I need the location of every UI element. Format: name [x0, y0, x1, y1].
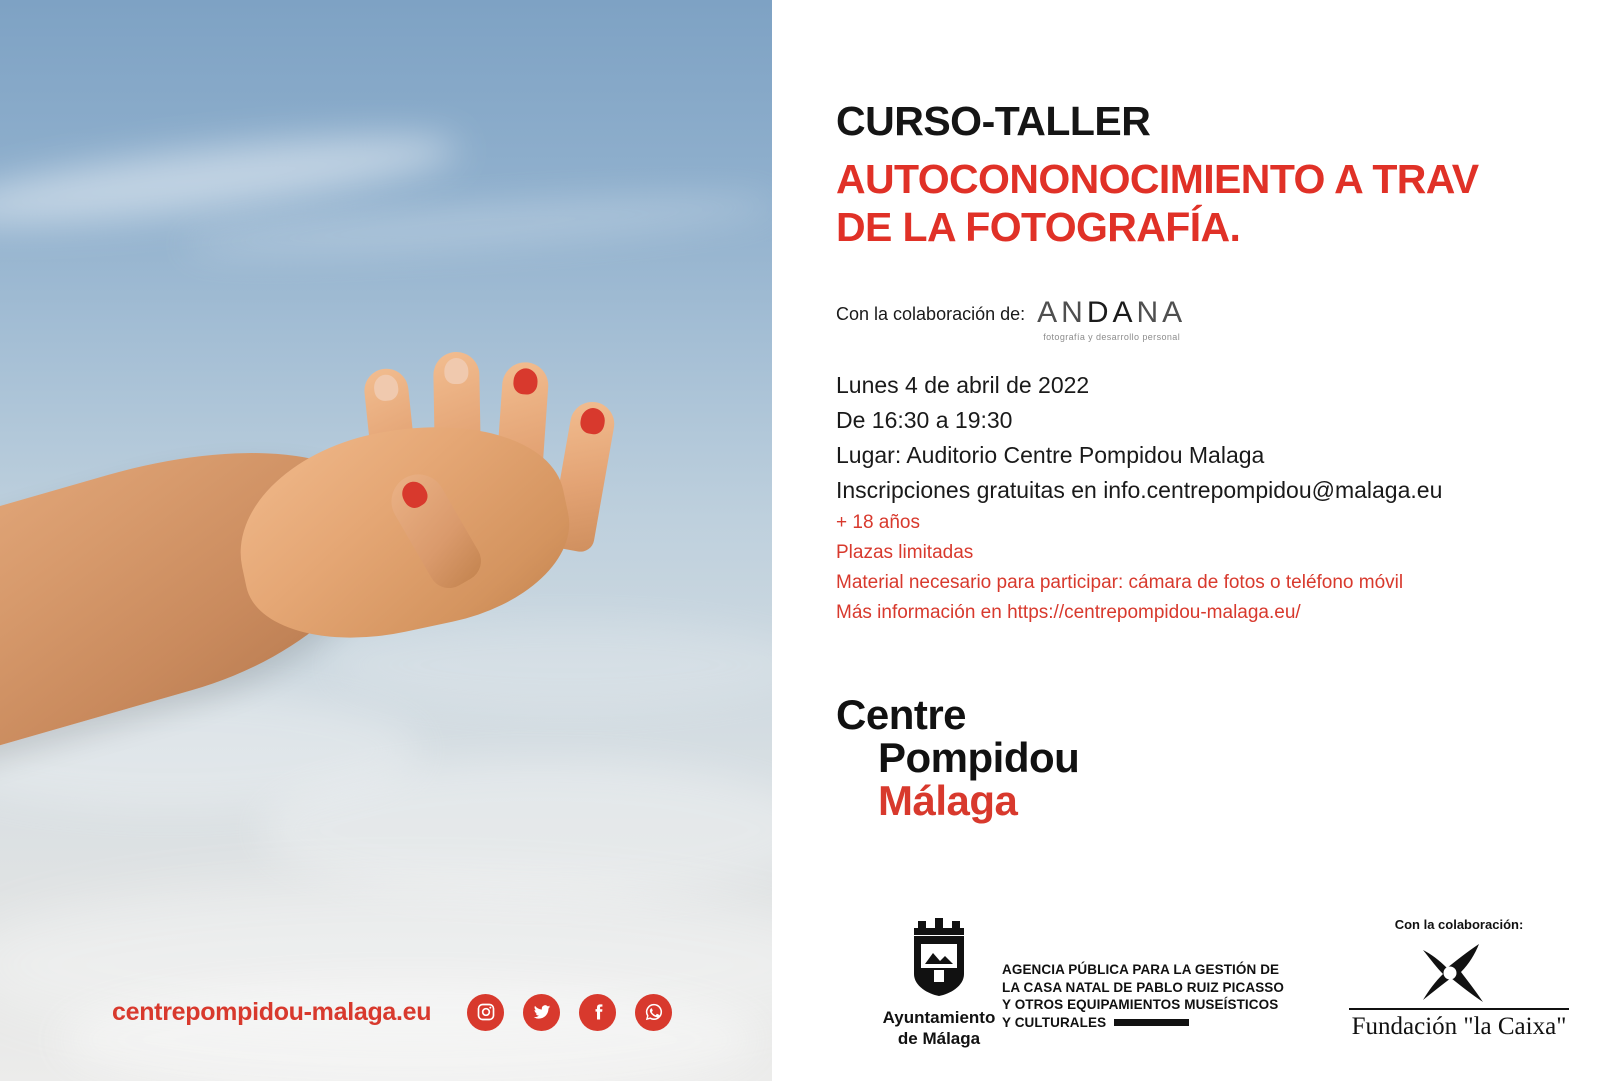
- logo-line-malaga: Málaga: [878, 776, 1018, 824]
- agencia-logo: [1002, 961, 1302, 1031]
- collaboration-label: Con la colaboración de:: [836, 304, 1026, 324]
- agencia-line-4: Y CULTURALES: [1002, 1014, 1107, 1030]
- agencia-line-1: AGENCIA PÚBLICA PARA LA GESTIÓN DE: [1002, 962, 1280, 977]
- logo-line-centre: Centre: [836, 691, 967, 738]
- note-capacity: Plazas limitadas: [836, 542, 974, 563]
- note-age: + 18 años: [836, 512, 920, 533]
- note-material: Material necesario para participar: cámara de fotos o teléfono móvil: [836, 572, 1404, 593]
- ayuntamiento-line-1: Ayuntamiento: [882, 1008, 996, 1027]
- shield-icon: [908, 918, 970, 996]
- detail-date: Lunes 4 de abril de 2022: [836, 372, 1090, 398]
- facebook-icon[interactable]: [579, 994, 616, 1031]
- agencia-line-3: Y OTROS EQUIPAMIENTOS MUSEÍSTICOS: [1002, 997, 1279, 1012]
- headline-line-1: AUTOCONONOCIMIENTO A TRAV: [836, 156, 1479, 202]
- website-link[interactable]: centrepompidou-malaga.eu: [112, 997, 432, 1026]
- social-links: [467, 994, 672, 1031]
- sponsor-logos: [772, 865, 1621, 1055]
- agencia-rule: [1114, 1019, 1189, 1026]
- andana-part-3: NA: [1136, 296, 1187, 329]
- logo-line-pompidou: Pompidou: [878, 733, 1080, 781]
- poster-kicker: CURSO-TALLER: [836, 98, 1151, 144]
- detail-place: Lugar: Auditorio Centre Pompidou Malaga: [836, 442, 1265, 468]
- andana-logo: [1037, 296, 1186, 342]
- poster-headline: [836, 155, 1621, 251]
- agencia-line-4-wrap: [1002, 1014, 1302, 1032]
- agencia-line-2: LA CASA NATAL DE PABLO RUIZ PICASSO: [1002, 979, 1285, 995]
- twitter-icon[interactable]: [523, 994, 560, 1031]
- detail-registration: Inscripciones gratuitas en info.centrepompidou@malaga.eu: [836, 477, 1443, 503]
- fingernail: [579, 406, 607, 436]
- fingernail: [398, 477, 432, 512]
- poster-content: [772, 0, 1621, 1081]
- fingernail: [513, 368, 539, 396]
- collaboration-row: [836, 296, 1186, 342]
- poster-photo: [0, 0, 772, 1081]
- event-details: [836, 368, 1596, 508]
- caixa-star-icon: [1417, 942, 1501, 1004]
- fingernail: [373, 374, 400, 402]
- headline-line-2: DE LA FOTOGRAFÍA.: [836, 204, 1241, 250]
- fingernail: [444, 358, 468, 384]
- cloud-shape: [260, 760, 772, 900]
- caixa-name: Fundación "la Caixa": [1349, 1008, 1569, 1041]
- andana-part-2: DA: [1086, 296, 1137, 329]
- ayuntamiento-line-2: de Málaga: [897, 1029, 981, 1048]
- photo-footer: [0, 987, 772, 1037]
- whatsapp-icon[interactable]: [635, 994, 672, 1031]
- detail-time: De 16:30 a 19:30: [836, 407, 1013, 433]
- centre-pompidou-logo: [836, 691, 1080, 824]
- andana-part-1: AN: [1037, 296, 1087, 329]
- andana-wordmark: [1037, 296, 1186, 330]
- event-notes: [836, 508, 1596, 628]
- andana-tagline: fotografía y desarrollo personal: [1043, 332, 1181, 342]
- instagram-icon[interactable]: [467, 994, 504, 1031]
- caixa-collab-label: Con la colaboración:: [1394, 917, 1524, 932]
- ayuntamiento-logo: [864, 918, 1014, 1049]
- caixa-logo: [1349, 917, 1569, 1041]
- note-more-info[interactable]: Más información en https://centrepompidou-malaga.eu/: [836, 602, 1301, 623]
